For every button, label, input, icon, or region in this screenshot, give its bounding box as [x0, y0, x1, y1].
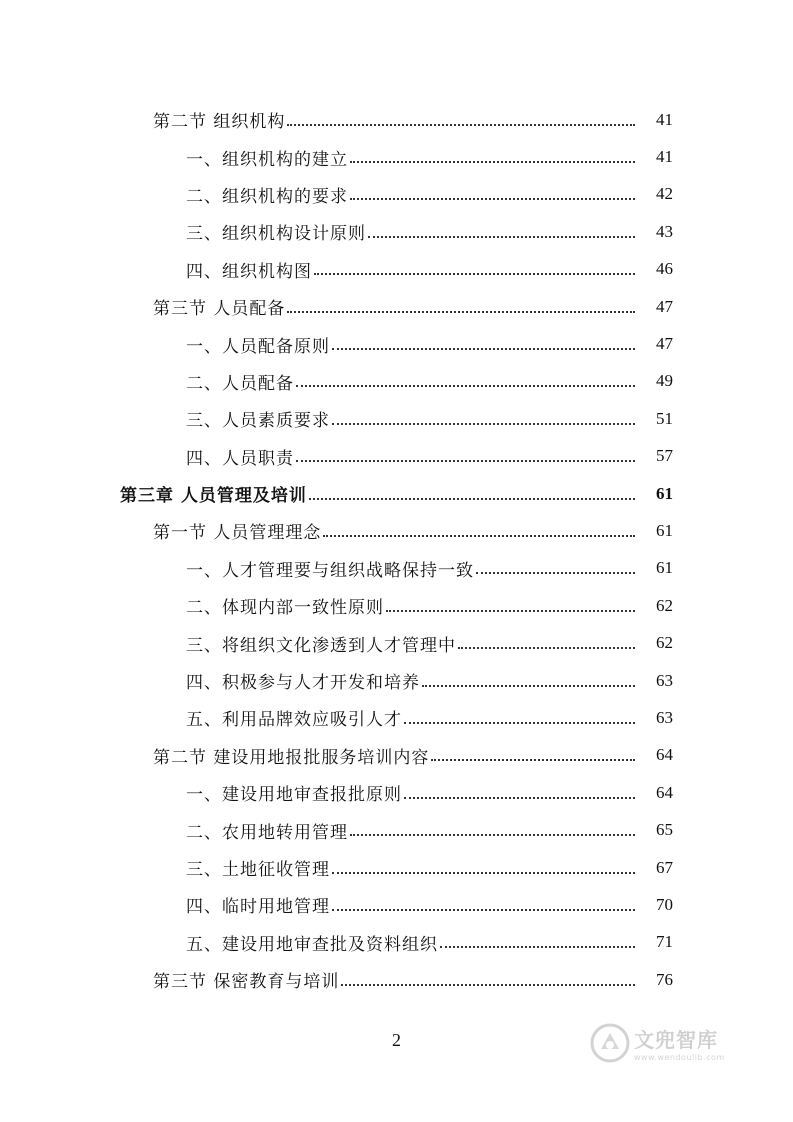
toc-entry-title: 第三章 人员管理及培训 [120, 486, 307, 507]
dot-leader [332, 348, 635, 350]
toc-entry-item[interactable] [0, 849, 793, 886]
toc-entry-title: 四、积极参与人才开发和培养 [186, 673, 420, 694]
toc-entry-title: 二、农用地转用管理 [186, 822, 348, 843]
toc-entry-item[interactable] [0, 924, 793, 961]
toc-entry-section[interactable] [0, 737, 793, 774]
toc-entry-title: 二、组织机构的要求 [186, 186, 348, 207]
toc-entry-title: 三、将组织文化渗透到人才管理中 [186, 635, 456, 656]
toc-entry-page: 49 [656, 371, 673, 391]
dot-leader [422, 685, 635, 687]
dot-leader [404, 722, 635, 724]
toc-entry-title: 四、人员职责 [186, 448, 294, 469]
table-of-contents [0, 101, 793, 998]
dot-leader [458, 647, 635, 649]
toc-entry-item[interactable] [0, 699, 793, 736]
toc-entry-page: 65 [656, 820, 673, 840]
toc-entry-title: 三、组织机构设计原则 [186, 224, 366, 245]
wendou-logo-icon [590, 1023, 630, 1063]
dot-leader [350, 161, 635, 163]
dot-leader [341, 984, 635, 986]
toc-entry-item[interactable] [0, 550, 793, 587]
toc-entry-page: 62 [656, 633, 673, 653]
toc-entry-page: 46 [656, 259, 673, 279]
toc-entry-page: 63 [656, 670, 673, 690]
page-number: 2 [392, 1030, 401, 1050]
toc-entry-title: 四、临时用地管理 [186, 897, 330, 918]
dot-leader [404, 797, 635, 799]
toc-entry-item[interactable] [0, 438, 793, 475]
toc-entry-page: 64 [656, 782, 673, 802]
toc-entry-title: 一、人员配备原则 [186, 336, 330, 357]
toc-entry-page: 47 [656, 334, 673, 354]
toc-entry-title: 第二节 组织机构 [153, 112, 286, 133]
toc-entry-page: 76 [656, 969, 673, 989]
toc-entry-title: 二、人员配备 [186, 373, 294, 394]
toc-entry-item[interactable] [0, 400, 793, 437]
dot-leader [368, 236, 635, 238]
toc-entry-item[interactable] [0, 662, 793, 699]
toc-entry-page: 61 [656, 520, 673, 540]
toc-entry-title: 三、土地征收管理 [186, 860, 330, 880]
toc-entry-item[interactable] [0, 251, 793, 288]
dot-leader [476, 572, 635, 574]
toc-entry-title: 一、组织机构的建立 [186, 149, 348, 170]
toc-entry-page: 57 [656, 446, 673, 466]
watermark-url: www.wendoulib.com [634, 1053, 725, 1062]
toc-entry-title: 三、人员素质要求 [186, 411, 330, 432]
toc-entry-title: 第二节 建设用地报批服务培训内容 [153, 747, 430, 768]
toc-entry-item[interactable] [0, 774, 793, 811]
toc-entry-page: 41 [656, 147, 673, 167]
dot-leader [332, 909, 635, 911]
dot-leader [350, 198, 635, 200]
toc-entry-title: 第三节 保密教育与培训 [153, 972, 340, 993]
dot-leader [332, 423, 635, 425]
toc-entry-item[interactable] [0, 363, 793, 400]
toc-entry-page: 63 [656, 707, 673, 727]
toc-entry-page: 71 [656, 932, 673, 952]
dot-leader [386, 610, 635, 612]
dot-leader [296, 385, 635, 387]
toc-entry-section[interactable] [0, 101, 793, 138]
toc-entry-title: 五、建设用地审查批及资料组织 [186, 934, 438, 955]
toc-entry-item[interactable] [0, 587, 793, 624]
toc-entry-item[interactable] [0, 138, 793, 175]
toc-entry-page: 61 [656, 558, 673, 578]
toc-entry-title: 第三节 人员配备 [153, 299, 286, 320]
toc-entry-title: 二、体现内部一致性原则 [186, 598, 384, 619]
dot-leader [350, 834, 635, 836]
toc-entry-title: 五、利用品牌效应吸引人才 [186, 710, 402, 731]
toc-entry-section[interactable] [0, 961, 793, 998]
toc-entry-page: 62 [656, 595, 673, 615]
toc-entry-title: 第一节 人员管理理念 [153, 523, 322, 544]
watermark-name: 文兜智库 [634, 1028, 718, 1052]
dot-leader [296, 460, 635, 462]
toc-entry-item[interactable] [0, 176, 793, 213]
toc-entry-page: 70 [656, 894, 673, 914]
watermark [590, 1023, 725, 1063]
toc-entry-title: 一、建设用地审查报批原则 [186, 785, 402, 806]
dot-leader [287, 311, 635, 313]
toc-entry-page: 43 [656, 221, 673, 241]
toc-entry-section[interactable] [0, 512, 793, 549]
toc-entry-title: 一、人才管理要与组织战略保持一致 [186, 560, 474, 581]
toc-entry-item[interactable] [0, 886, 793, 923]
dot-leader [323, 535, 635, 537]
toc-entry-page: 42 [656, 184, 673, 204]
dot-leader [431, 759, 635, 761]
toc-entry-item[interactable] [0, 213, 793, 250]
toc-entry-title: 四、组织机构图 [186, 261, 312, 282]
toc-entry-section[interactable] [0, 288, 793, 325]
toc-entry-item[interactable] [0, 325, 793, 362]
dot-leader [287, 124, 635, 126]
dot-leader [440, 946, 635, 948]
toc-entry-item[interactable] [0, 811, 793, 848]
toc-entry-page: 67 [656, 857, 673, 877]
toc-entry-page: 41 [656, 109, 673, 129]
toc-entry-page: 64 [656, 745, 673, 765]
toc-entry-page: 51 [656, 408, 673, 428]
dot-leader [332, 872, 635, 874]
toc-entry-chapter[interactable] [0, 475, 793, 512]
toc-entry-page: 61 [656, 483, 673, 503]
toc-entry-item[interactable] [0, 624, 793, 661]
toc-entry-page: 47 [656, 296, 673, 316]
dot-leader [309, 498, 635, 500]
dot-leader [314, 273, 635, 275]
